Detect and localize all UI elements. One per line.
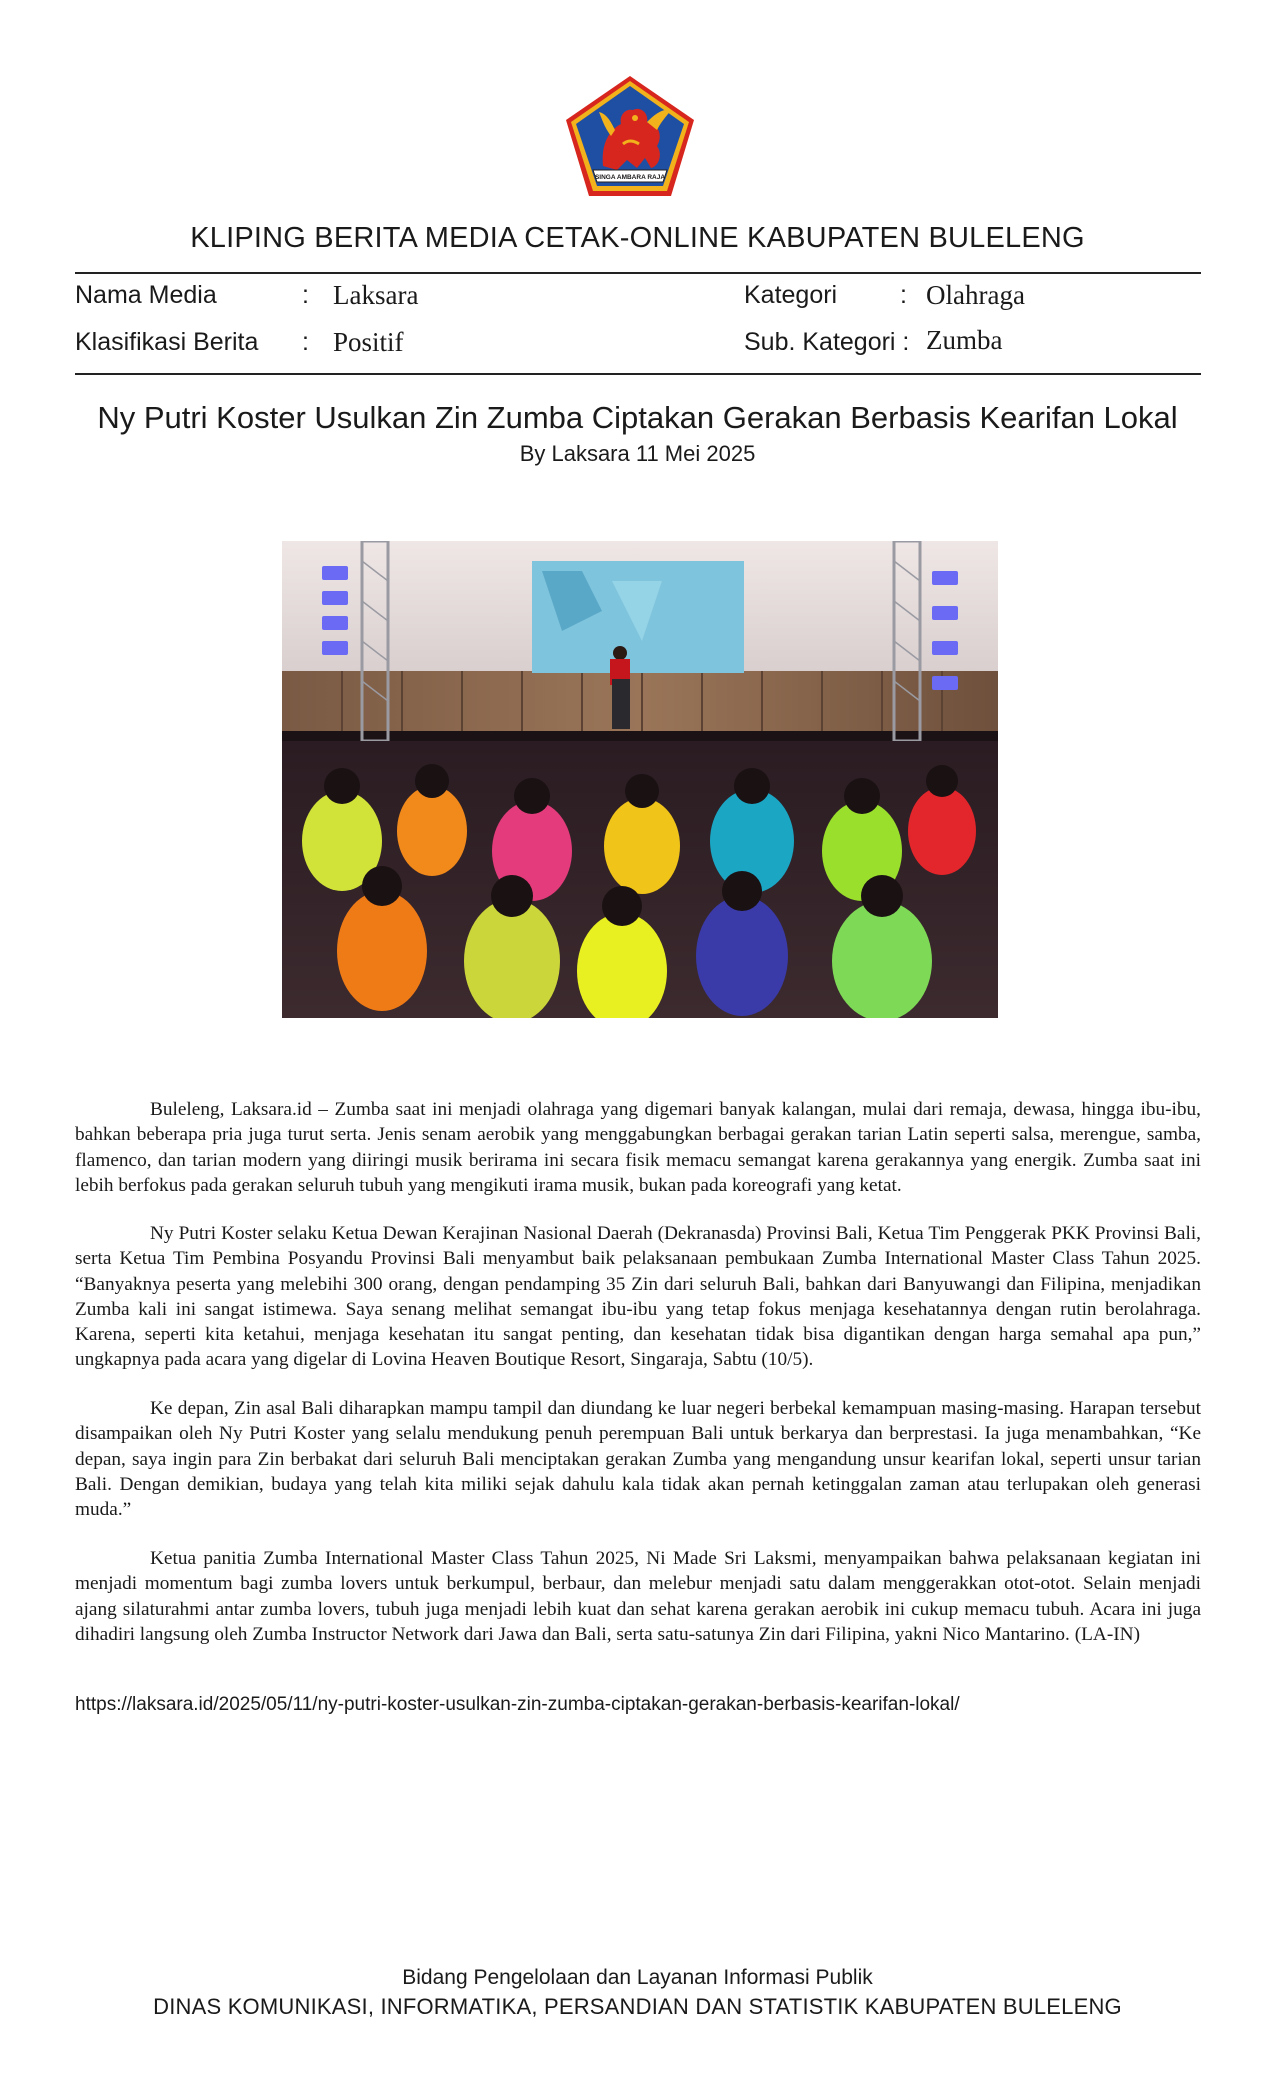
buleleng-logo bbox=[563, 74, 697, 200]
source-url-link[interactable]: https://laksara.id/2025/05/11/ny-putri-koster-usulkan-zin-zumba-ciptakan-gerakan-berbasis-kearifan-lokal/ bbox=[75, 1694, 960, 1715]
meta-label-kategori: Kategori bbox=[744, 281, 838, 309]
meta-value-nama-media: Laksara bbox=[333, 280, 419, 310]
footer-agency: DINAS KOMUNIKASI, INFORMATIKA, PERSANDIAN DAN STATISTIK KABUPATEN BULELENG bbox=[153, 1994, 1122, 2019]
document-header-title: KLIPING BERITA MEDIA CETAK-ONLINE KABUPATEN BULELENG bbox=[190, 222, 1085, 254]
article-photo bbox=[282, 541, 998, 1018]
meta-value-klasifikasi: Positif bbox=[333, 327, 404, 357]
meta-colon-kategori: : bbox=[900, 281, 907, 309]
meta-label-nama-media: Nama Media bbox=[75, 281, 217, 309]
article-paragraph: Ke depan, Zin asal Bali diharapkan mampu tampil dan diundang ke luar negeri berbekal kemampuan masing-masing. Harapan tersebut disampaikan oleh Ny Putri Koster yang selalu mendukung penuh perempuan Bali untuk berkarya dan berprestasi. Ia juga menambahkan, “Ke depan, saya ingin para Zin berbakat dari seluruh Bali menciptakan gerakan Zumba yang mengandung unsur kearifan lokal, seperti unsur tarian Bali. Dengan demikian, budaya yang telah kita miliki sejak dahulu kala tidak akan pernah ketinggalan zaman atau terlupakan oleh generasi muda.” bbox=[75, 1398, 1201, 1521]
footer-department: Bidang Pengelolaan dan Layanan Informasi Publik bbox=[402, 1966, 873, 1989]
header-rule-bottom bbox=[75, 373, 1201, 375]
article-byline: By Laksara 11 Mei 2025 bbox=[519, 441, 756, 466]
article-paragraph: Ny Putri Koster selaku Ketua Dewan Kerajinan Nasional Daerah (Dekranasda) Provinsi Bali, Ketua Tim Penggerak PKK Provinsi Bali, serta Ketua Tim Pembina Posyandu Provinsi Bali menyambut baik pelaksanaan pembukaan Zumba International Master Class Tahun 2025. “Banyaknya peserta yang melebihi 300 orang, dengan pendamping 35 Zin dari seluruh Bali, bahkan dari Banyuwangi dan Filipina, menjadikan Zumba kali ini sangat istimewa. Saya senang melihat semangat ibu-ibu yang tetap fokus menjaga kesehatannya dengan rutin berolahraga. Karena, seperti kita ketahui, menjaga kesehatan itu sangat penting, dan kesehatan tidak bisa digantikan dengan harga semahal apa pun,” ungkapnya pada acara yang digelar di Lovina Heaven Boutique Resort, Singaraja, Sabtu (10/5). bbox=[75, 1223, 1201, 1371]
meta-colon-nama-media: : bbox=[302, 281, 309, 309]
article-paragraph: Ketua panitia Zumba International Master Class Tahun 2025, Ni Made Sri Laksmi, menyampaikan bahwa pelaksanaan kegiatan ini menjadi momentum bagi zumba lovers untuk berkumpul, berbaur, dan melebur menjadi satu dalam menggerakkan otot-otot. Selain menjadi ajang silaturahmi antar zumba lovers, tubuh juga menjadi lebih kuat dan sehat karena gerakan aerobik ini cukup memacu tubuh. Acara ini juga dihadiri langsung oleh Zumba Instructor Network dari Jawa dan Bali, serta satu-satunya Zin dari Filipina, yakni Nico Mantarino. (LA-IN) bbox=[75, 1548, 1201, 1645]
article-paragraph: Buleleng, Laksara.id – Zumba saat ini menjadi olahraga yang digemari banyak kalangan, mulai dari remaja, dewasa, hingga ibu-ibu, bahkan beberapa pria juga turut serta. Jenis senam aerobik yang menggabungkan berbagai gerakan tarian Latin seperti salsa, merengue, samba, flamenco, dan tarian modern yang diiringi musik berirama ini secara fisik memacu semangat karena gerakannya yang energik. Zumba saat ini lebih berfokus pada gerakan seluruh tubuh yang mengikuti irama musik, bukan pada koreografi yang ketat. bbox=[75, 1099, 1201, 1196]
meta-value-kategori: Olahraga bbox=[926, 280, 1025, 310]
meta-colon-klasifikasi: : bbox=[302, 328, 309, 356]
meta-label-sub-kategori: Sub. Kategori : bbox=[744, 328, 910, 356]
meta-value-sub-kategori: Zumba bbox=[926, 325, 1003, 355]
article-title: Ny Putri Koster Usulkan Zin Zumba Ciptakan Gerakan Berbasis Kearifan Lokal bbox=[97, 400, 1178, 435]
header-rule-top bbox=[75, 272, 1201, 274]
logo-motto: SINGA AMBARA RAJA bbox=[594, 174, 666, 181]
meta-label-klasifikasi: Klasifikasi Berita bbox=[75, 328, 259, 356]
